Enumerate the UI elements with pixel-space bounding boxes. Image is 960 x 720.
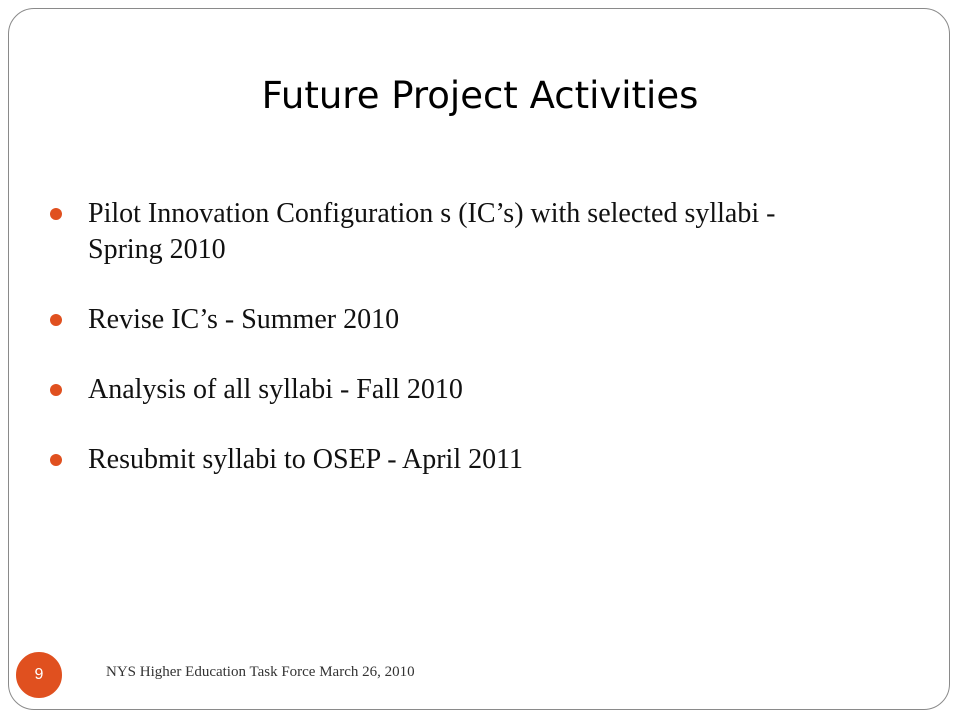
page-number-badge: 9 xyxy=(14,650,64,700)
slide-title: Future Project Activities xyxy=(261,74,699,117)
bullet-text: Revise IC’s - Summer 2010 xyxy=(88,304,400,335)
slide-footer xyxy=(14,650,814,700)
bullet-text: Analysis of all syllabi - Fall 2010 xyxy=(88,374,463,405)
bullet-text: Pilot Innovation Configuration s (IC’s) with selected syllabi - Spring 2010 xyxy=(88,198,776,265)
footer-text: NYS Higher Education Task Force March 26, 2010 xyxy=(106,664,415,680)
bullet-item xyxy=(50,442,870,478)
bullet-item xyxy=(50,196,870,268)
bullet-dot-icon xyxy=(50,454,62,466)
bullet-dot-icon xyxy=(50,208,62,220)
bullet-text: Resubmit syllabi to OSEP - April 2011 xyxy=(88,444,524,475)
bullet-item xyxy=(50,372,870,408)
bullet-dot-icon xyxy=(50,384,62,396)
bullet-dot-icon xyxy=(50,314,62,326)
bullet-item xyxy=(50,302,870,338)
bullet-list xyxy=(50,196,870,512)
